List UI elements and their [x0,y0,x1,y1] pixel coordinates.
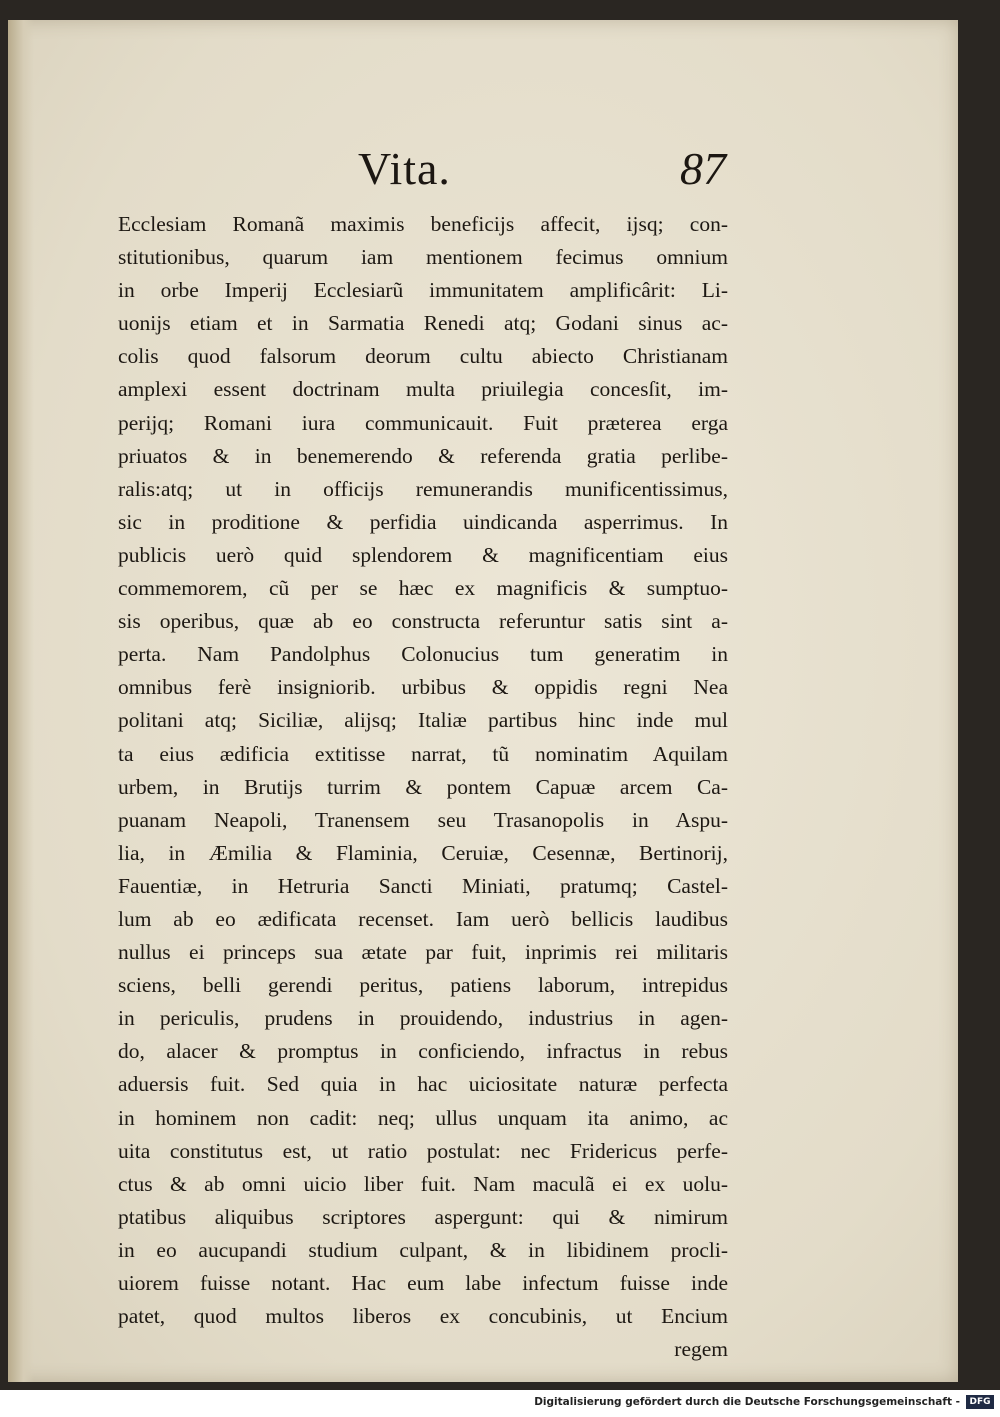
text-line: in orbe Imperij Ecclesiarũ immunitatem amplificârit: Li- [118,278,728,303]
digitization-footer [0,1390,1000,1417]
text-line: ta eius ædificia extitisse narrat, tũ nominatim Aquilam [118,741,728,766]
page-gutter-edge [8,20,34,1382]
text-line: perijq; Romani iura communicauit. Fuit præterea erga [118,410,728,435]
text-line: colis quod falsorum deorum cultu abiecto Christianam [118,344,728,369]
text-line: lia, in Æmilia & Flaminia, Ceruiæ, Cesennæ, Bertinorij, [118,840,728,865]
text-line: patet, quod multos liberos ex concubinis, ut Encium [118,1304,728,1329]
dfg-logo: DFG [966,1395,994,1409]
page-header [8,142,958,202]
text-line: aduersis fuit. Sed quia in hac uiciositate naturæ perfecta [118,1072,728,1097]
text-line: omnibus ferè insigniorib. urbibus & oppidis regni Nea [118,675,728,700]
text-line: sciens, belli gerendi peritus, patiens laborum, intrepidus [118,973,728,998]
text-line: regem [674,1337,728,1362]
text-line: publicis uerò quid splendorem & magnificentiam eius [118,542,728,567]
text-line: nullus ei princeps sua ætate par fuit, inprimis rei militaris [118,940,728,965]
text-line: Ecclesiam Romanã maximis beneficijs affecit, ijsq; con- [118,212,728,236]
text-line: Fauentiæ, in Hetruria Sancti Miniati, pratumq; Castel- [118,873,728,898]
text-line: commemorem, cũ per se hæc ex magnificis & sumptuo- [118,576,728,601]
funding-credit: Digitalisierung gefördert durch die Deutsche Forschungsgemeinschaft - [534,1396,960,1408]
text-line: stitutionibus, quarum iam mentionem fecimus omnium [118,245,728,270]
running-head: Vita. [358,143,451,194]
text-line: do, alacer & promptus in conficiendo, infractus in rebus [118,1039,728,1064]
page-number: 87 [680,143,726,194]
text-line: sic in proditione & perfidia uindicanda asperrimus. In [118,509,728,534]
text-line: ctus & ab omni uicio liber fuit. Nam maculã ei ex uolu- [118,1171,728,1196]
book-page [8,20,958,1382]
text-line: priuatos & in benemerendo & referenda gratia perlibe- [118,443,728,468]
text-line: urbem, in Brutijs turrim & pontem Capuæ arcem Ca- [118,774,728,799]
text-line: perta. Nam Pandolphus Colonucius tum generatim in [118,642,728,667]
text-line: uonijs etiam et in Sarmatia Renedi atq; Godani sinus ac- [118,311,728,336]
text-line: puanam Neapoli, Tranensem seu Trasanopolis in Aspu- [118,807,728,832]
text-line: amplexi essent doctrinam multa priuilegia concesſit, im- [118,377,728,402]
text-line: in eo aucupandi studium culpant, & in libidinem procli- [118,1237,728,1262]
text-line: ptatibus aliquibus scriptores aspergunt: qui & nimirum [118,1204,728,1229]
text-line: politani atq; Siciliæ, alijsq; Italiæ partibus hinc inde mul [118,708,728,733]
text-line: uiorem fuisse notant. Hac eum labe infectum fuisse inde [118,1271,728,1295]
text-line: in hominem non cadit: neq; ullus unquam ita animo, ac [118,1105,728,1130]
text-line: sis operibus, quæ ab eo constructa referuntur satis sint a- [118,609,728,634]
body-text [118,208,728,1366]
text-line: ralis:atq; ut in officijs remunerandis munificentissimus, [118,476,728,501]
text-line: uita constitutus est, ut ratio postulat: nec Fridericus perfe- [118,1138,728,1163]
text-line: lum ab eo ædificata recenset. Iam uerò bellicis laudibus [118,906,728,931]
text-line: in periculis, prudens in prouidendo, industrius in agen- [118,1006,728,1031]
